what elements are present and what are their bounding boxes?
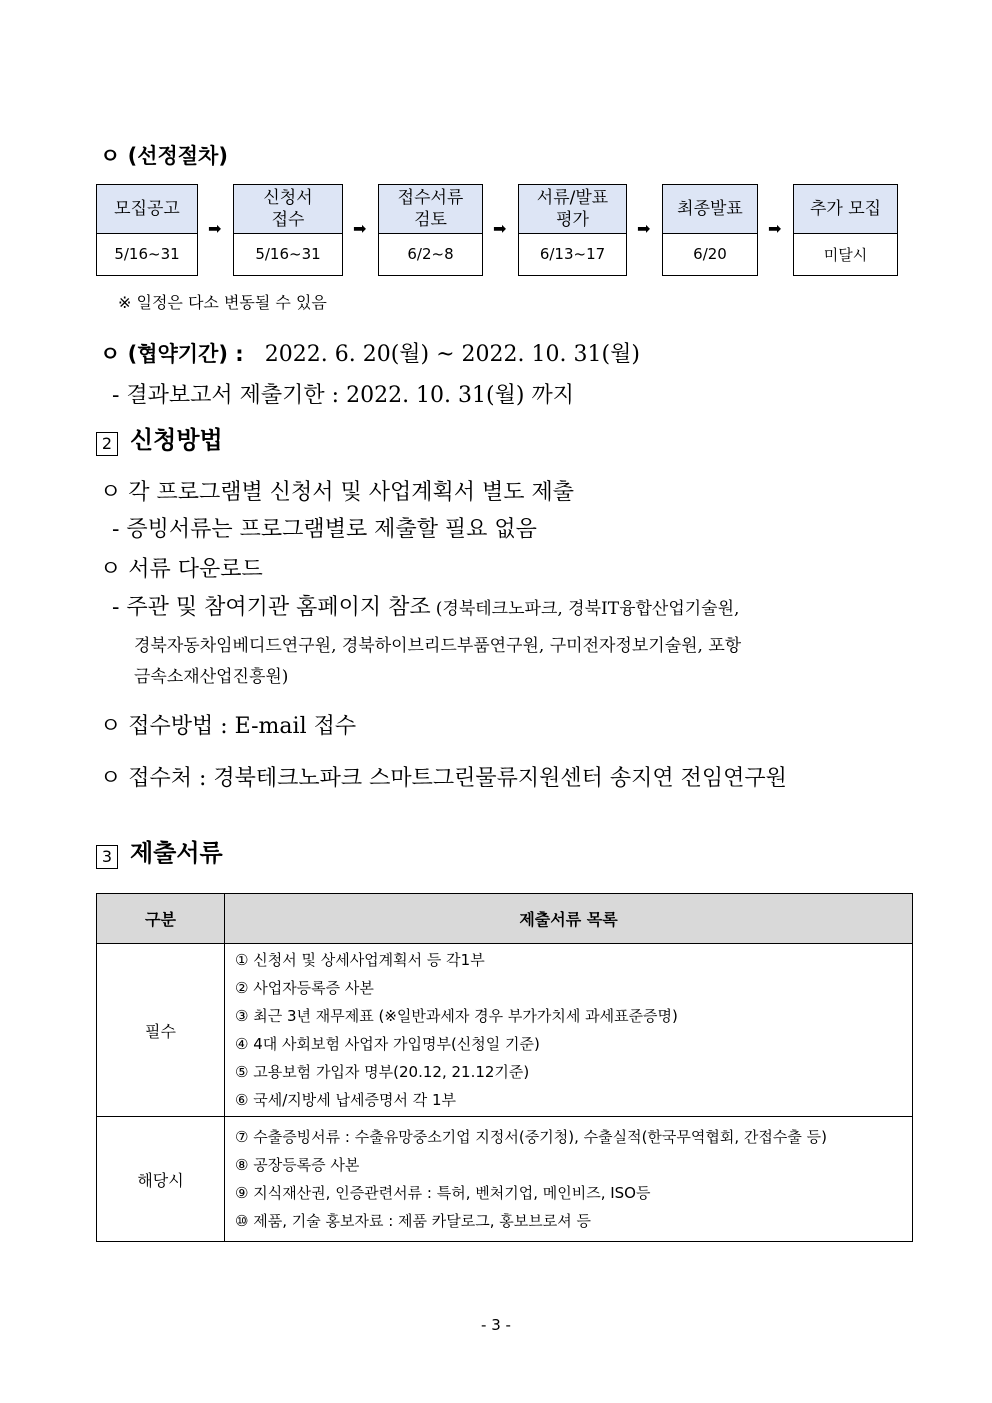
- step-box-4: [518, 184, 627, 276]
- step-date: 6/13~17: [539, 245, 606, 263]
- step-date: 6/20: [693, 245, 727, 263]
- apply-line-1: ㅇ 각 프로그램별 신청서 및 사업계획서 별도 제출: [100, 480, 574, 505]
- step-title: 최종발표: [663, 185, 757, 234]
- section-number-box: 2: [96, 432, 118, 456]
- agreement-line: [100, 337, 640, 368]
- selection-heading: ㅇ (선정절차): [100, 144, 228, 168]
- apply-ref-detail-2: 경북자동차임베디드연구원, 경북하이브리드부품연구원, 구미전자정보기술원, 포항: [134, 636, 742, 656]
- section3-heading: [96, 833, 223, 869]
- row-items: [225, 944, 913, 1117]
- row-items: [225, 1117, 913, 1242]
- arrow-right-icon: ➡: [637, 219, 651, 238]
- step-box-2: [233, 184, 343, 276]
- step-box-1: [96, 184, 198, 276]
- table-row: [97, 944, 913, 1117]
- arrow-right-icon: ➡: [493, 219, 507, 238]
- arrow-right-icon: ➡: [353, 219, 367, 238]
- arrow-right-icon: ➡: [768, 219, 782, 238]
- step-box-5: [662, 184, 758, 276]
- apply-line-2: - 증빙서류는 프로그램별로 제출할 필요 없음: [112, 517, 537, 542]
- column-header-category: 구분: [97, 894, 225, 944]
- step-date: 5/16~31: [114, 245, 180, 263]
- row-category: 해당시: [97, 1117, 225, 1242]
- column-header-documents: 제출서류 목록: [225, 894, 913, 944]
- table-header-row: [97, 894, 913, 944]
- page-number: - 3 -: [481, 1316, 511, 1334]
- step-box-3: [378, 184, 483, 276]
- table-row: [97, 1117, 913, 1242]
- section-title: 제출서류: [130, 839, 223, 867]
- list-item: ⑦ 수출증빙서류 : 수출유망중소기업 지정서(중기청), 수출실적(한국무역협회, 간접수출 등): [235, 1128, 827, 1146]
- arrow-right-icon: ➡: [208, 219, 222, 238]
- section2-heading: [96, 420, 223, 456]
- list-item: ② 사업자등록증 사본: [235, 979, 374, 997]
- step-date: 6/2~8: [407, 245, 454, 263]
- documents-table: [96, 893, 913, 1242]
- schedule-note: ※ 일정은 다소 변동될 수 있음: [118, 293, 327, 312]
- agreement-label: ㅇ (협약기간) :: [100, 342, 244, 366]
- step-title: 추가 모집: [794, 185, 897, 234]
- step-title: 모집공고: [97, 185, 197, 234]
- section-number-box: 3: [96, 845, 118, 869]
- section-title: 신청방법: [130, 426, 223, 454]
- list-item: ③ 최근 3년 재무제표 (※일반과세자 경우 부가가치세 과세표준증명): [235, 1007, 678, 1025]
- step-date: 미달시: [823, 245, 868, 264]
- apply-ref-detail: (경북테크노파크, 경북IT융합산업기술원,: [435, 599, 740, 619]
- list-item: ④ 4대 사회보험 사업자 가입명부(신청일 기준): [235, 1035, 540, 1053]
- agreement-period: 2022. 6. 20(월) ~ 2022. 10. 31(월): [264, 342, 640, 367]
- apply-ref-detail-3: 금속소재산업진흥원): [134, 667, 289, 687]
- submit-receiver: ㅇ 접수처 : 경북테크노파크 스마트그린물류지원센터 송지연 전임연구원: [100, 766, 787, 791]
- apply-ref-main: - 주관 및 참여기관 홈페이지 참조: [112, 595, 431, 620]
- step-date: 5/16~31: [255, 245, 321, 263]
- apply-ref-line: [112, 590, 739, 621]
- report-deadline: - 결과보고서 제출기한 : 2022. 10. 31(월) 까지: [112, 383, 574, 408]
- list-item: ⑧ 공장등록증 사본: [235, 1156, 360, 1174]
- list-item: ⑨ 지식재산권, 인증관련서류 : 특허, 벤처기업, 메인비즈, ISO등: [235, 1184, 651, 1202]
- step-box-6: [793, 184, 898, 276]
- row-category: 필수: [97, 944, 225, 1117]
- step-title: 신청서 접수: [234, 185, 342, 234]
- list-item: ⑤ 고용보험 가입자 명부(20.12, 21.12기준): [235, 1063, 530, 1081]
- list-item: ① 신청서 및 상세사업계획서 등 각1부: [235, 951, 485, 969]
- step-title: 서류/발표 평가: [519, 185, 626, 234]
- list-item: ⑩ 제품, 기술 홍보자료 : 제품 카달로그, 홍보브로셔 등: [235, 1212, 591, 1230]
- submit-method: ㅇ 접수방법 : E-mail 접수: [100, 714, 357, 739]
- step-title: 접수서류 검토: [379, 185, 482, 234]
- list-item: ⑥ 국세/지방세 납세증명서 각 1부: [235, 1091, 456, 1109]
- apply-line-3: ㅇ 서류 다운로드: [100, 557, 263, 582]
